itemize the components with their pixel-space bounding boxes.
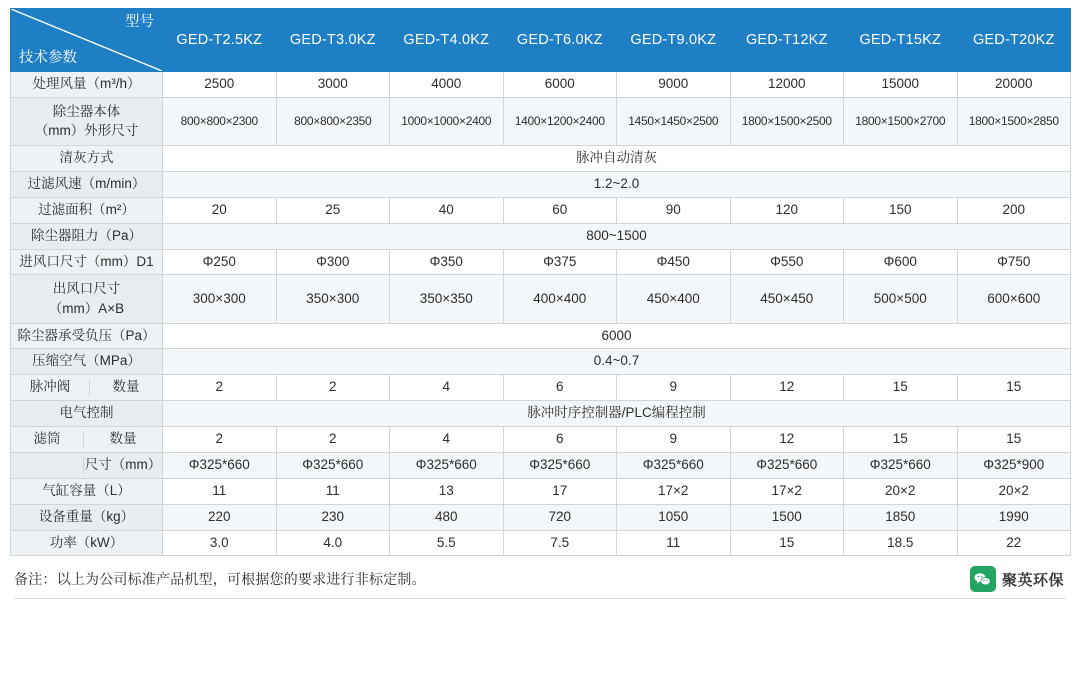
remark-text: 备注：以上为公司标准产品机型，可根据您的要求进行非标定制。: [14, 571, 426, 588]
cell-resistance-value: 800~1500: [163, 223, 1071, 249]
cell-weight-6: 1850: [844, 504, 958, 530]
model-header-5: GED-T12KZ: [730, 9, 844, 72]
cell-inlet-2: Φ350: [390, 249, 504, 275]
cell-cartridge-size-0: Φ325*660: [163, 452, 277, 478]
cell-cartridge-size-4: Φ325*660: [617, 452, 731, 478]
cell-cylinder-6: 20×2: [844, 478, 958, 504]
table-row: [11, 171, 1071, 197]
cell-weight-3: 720: [503, 504, 617, 530]
cell-cartridge-qty-3: 6: [503, 427, 617, 453]
cell-outlet-5: 450×450: [730, 275, 844, 323]
cell-power-5: 15: [730, 530, 844, 556]
cell-power-1: 4.0: [276, 530, 390, 556]
row-label-pulse-valve-text: 脉冲阀: [29, 379, 71, 395]
cell-body-dim-7: 1800×1500×2850: [957, 97, 1071, 145]
cell-cartridge-size-2: Φ325*660: [390, 452, 504, 478]
model-header-4: GED-T9.0KZ: [617, 9, 731, 72]
cell-cartridge-size-1: Φ325*660: [276, 452, 390, 478]
cell-cylinder-2: 13: [390, 478, 504, 504]
table-row: [11, 530, 1071, 556]
cell-filter-area-2: 40: [390, 197, 504, 223]
cell-airflow-3: 6000: [503, 72, 617, 98]
cell-pulse-valve-5: 12: [730, 375, 844, 401]
table-row: [11, 452, 1071, 478]
cell-cartridge-qty-0: 2: [163, 427, 277, 453]
model-header-6: GED-T15KZ: [844, 9, 958, 72]
cell-airflow-2: 4000: [390, 72, 504, 98]
cell-cartridge-qty-7: 15: [957, 427, 1071, 453]
row-label-body-dimensions-line2: （mm）外形尺寸: [34, 123, 139, 139]
row-label-body-dimensions: [11, 97, 163, 145]
row-label-electrical-control: 电气控制: [11, 401, 163, 427]
cell-outlet-6: 500×500: [844, 275, 958, 323]
cell-cartridge-qty-2: 4: [390, 427, 504, 453]
row-label-outlet-size: [11, 275, 163, 323]
cell-body-dim-2: 1000×1000×2400: [390, 97, 504, 145]
cell-cylinder-1: 11: [276, 478, 390, 504]
cell-power-7: 22: [957, 530, 1071, 556]
cell-inlet-3: Φ375: [503, 249, 617, 275]
cell-filter-area-7: 200: [957, 197, 1071, 223]
row-label-filter-cartridge-qty: [11, 427, 163, 453]
table-row: [11, 427, 1071, 453]
cell-weight-7: 1990: [957, 504, 1071, 530]
row-sublabel-pulse-valve-qty: 数量: [112, 379, 140, 395]
cell-filter-velocity-value: 1.2~2.0: [163, 171, 1071, 197]
cell-filter-area-3: 60: [503, 197, 617, 223]
cell-weight-5: 1500: [730, 504, 844, 530]
table-row: [11, 375, 1071, 401]
cell-airflow-4: 9000: [617, 72, 731, 98]
specification-table: [10, 8, 1071, 556]
cell-power-2: 5.5: [390, 530, 504, 556]
row-label-cylinder-capacity: 气缸容量（L）: [11, 478, 163, 504]
row-label-filter-cartridge-size: [11, 452, 163, 478]
wechat-account-block: [970, 566, 1064, 592]
cell-pulse-valve-0: 2: [163, 375, 277, 401]
cell-cartridge-size-3: Φ325*660: [503, 452, 617, 478]
model-header-2: GED-T4.0KZ: [390, 9, 504, 72]
row-label-equipment-weight: 设备重量（kg）: [11, 504, 163, 530]
cell-pulse-valve-1: 2: [276, 375, 390, 401]
row-label-resistance: 除尘器阻力（Pa）: [11, 223, 163, 249]
cell-body-dim-5: 1800×1500×2500: [730, 97, 844, 145]
table-row: [11, 401, 1071, 427]
row-label-compressed-air: 压缩空气（MPa）: [11, 349, 163, 375]
cell-cylinder-4: 17×2: [617, 478, 731, 504]
cell-filter-area-4: 90: [617, 197, 731, 223]
header-params-label: 技术参数: [19, 49, 77, 66]
cell-airflow-6: 15000: [844, 72, 958, 98]
cell-inlet-0: Φ250: [163, 249, 277, 275]
row-label-filter-velocity: 过滤风速（m/min）: [11, 171, 163, 197]
cell-filter-area-6: 150: [844, 197, 958, 223]
cell-body-dim-3: 1400×1200×2400: [503, 97, 617, 145]
table-row: [11, 478, 1071, 504]
table-row: [11, 323, 1071, 349]
table-row: [11, 349, 1071, 375]
cell-pulse-valve-2: 4: [390, 375, 504, 401]
cell-cartridge-qty-6: 15: [844, 427, 958, 453]
cell-outlet-7: 600×600: [957, 275, 1071, 323]
model-header-0: GED-T2.5KZ: [163, 9, 277, 72]
group-label-filter-cartridge: 滤筒: [33, 431, 61, 446]
cell-filter-area-5: 120: [730, 197, 844, 223]
cell-weight-4: 1050: [617, 504, 731, 530]
cell-pulse-valve-7: 15: [957, 375, 1071, 401]
cell-cylinder-7: 20×2: [957, 478, 1071, 504]
cell-pulse-valve-3: 6: [503, 375, 617, 401]
model-header-3: GED-T6.0KZ: [503, 9, 617, 72]
footer-divider: [14, 598, 1066, 599]
row-sublabel-cartridge-size: 尺寸（mm）: [84, 456, 162, 472]
row-label-pulse-valve: [11, 375, 163, 401]
cell-power-4: 11: [617, 530, 731, 556]
table-row: [11, 504, 1071, 530]
cell-weight-0: 220: [163, 504, 277, 530]
model-header-1: GED-T3.0KZ: [276, 9, 390, 72]
cell-power-0: 3.0: [163, 530, 277, 556]
wechat-account-name: 聚英环保: [1001, 571, 1064, 589]
table-row: [11, 275, 1071, 323]
cell-body-dim-6: 1800×1500×2700: [844, 97, 958, 145]
row-label-outlet-size-line2: （mm）A×B: [48, 300, 125, 316]
cell-power-3: 7.5: [503, 530, 617, 556]
row-label-filter-area: 过滤面积（m²）: [11, 197, 163, 223]
cell-body-dim-4: 1450×1450×2500: [617, 97, 731, 145]
cell-cartridge-qty-1: 2: [276, 427, 390, 453]
cell-cartridge-size-7: Φ325*900: [957, 452, 1071, 478]
wechat-icon: [970, 566, 996, 592]
cell-cylinder-3: 17: [503, 478, 617, 504]
cell-electrical-control-value: 脉冲时序控制器/PLC编程控制: [163, 401, 1071, 427]
cell-cylinder-0: 11: [163, 478, 277, 504]
cell-inlet-4: Φ450: [617, 249, 731, 275]
cell-body-dim-1: 800×800×2350: [276, 97, 390, 145]
cell-cleaning-method-value: 脉冲自动清灰: [163, 146, 1071, 172]
cell-inlet-6: Φ600: [844, 249, 958, 275]
cell-cartridge-size-6: Φ325*660: [844, 452, 958, 478]
table-row: [11, 146, 1071, 172]
cell-airflow-1: 3000: [276, 72, 390, 98]
cell-pulse-valve-4: 9: [617, 375, 731, 401]
row-label-cleaning-method: 清灰方式: [11, 146, 163, 172]
cell-filter-area-1: 25: [276, 197, 390, 223]
cell-outlet-1: 350×300: [276, 275, 390, 323]
row-label-negative-pressure: 除尘器承受负压（Pa）: [11, 323, 163, 349]
cell-inlet-1: Φ300: [276, 249, 390, 275]
cell-airflow-5: 12000: [730, 72, 844, 98]
footer: [10, 566, 1070, 592]
cell-compressed-air-value: 0.4~0.7: [163, 349, 1071, 375]
row-label-body-dimensions-line1: 除尘器本体: [52, 103, 121, 119]
cell-weight-2: 480: [390, 504, 504, 530]
row-label-power: 功率（kW）: [11, 530, 163, 556]
table-row: [11, 72, 1071, 98]
row-label-inlet-size: 进风口尺寸（mm）D1: [11, 249, 163, 275]
table-row: [11, 249, 1071, 275]
cell-weight-1: 230: [276, 504, 390, 530]
cell-airflow-7: 20000: [957, 72, 1071, 98]
cell-filter-area-0: 20: [163, 197, 277, 223]
row-label-airflow: 处理风量（m³/h）: [11, 72, 163, 98]
table-row: [11, 223, 1071, 249]
table-row: [11, 197, 1071, 223]
cell-inlet-7: Φ750: [957, 249, 1071, 275]
cell-negative-pressure-value: 6000: [163, 323, 1071, 349]
cell-body-dim-0: 800×800×2300: [163, 97, 277, 145]
table-header-row: [11, 9, 1071, 72]
model-header-7: GED-T20KZ: [957, 9, 1071, 72]
cell-airflow-0: 2500: [163, 72, 277, 98]
cell-outlet-0: 300×300: [163, 275, 277, 323]
cell-pulse-valve-6: 15: [844, 375, 958, 401]
cell-cylinder-5: 17×2: [730, 478, 844, 504]
header-corner-cell: [11, 9, 163, 72]
cell-outlet-3: 400×400: [503, 275, 617, 323]
cell-outlet-4: 450×400: [617, 275, 731, 323]
cell-outlet-2: 350×350: [390, 275, 504, 323]
cell-cartridge-qty-5: 12: [730, 427, 844, 453]
wechat-glyph-icon: [974, 572, 991, 587]
cell-power-6: 18.5: [844, 530, 958, 556]
row-sublabel-cartridge-qty: 数量: [109, 431, 137, 446]
header-model-label: 型号: [125, 14, 154, 30]
row-label-outlet-size-line1: 出风口尺寸: [52, 281, 121, 297]
cell-cartridge-size-5: Φ325*660: [730, 452, 844, 478]
cell-inlet-5: Φ550: [730, 249, 844, 275]
table-row: [11, 97, 1071, 145]
cell-cartridge-qty-4: 9: [617, 427, 731, 453]
